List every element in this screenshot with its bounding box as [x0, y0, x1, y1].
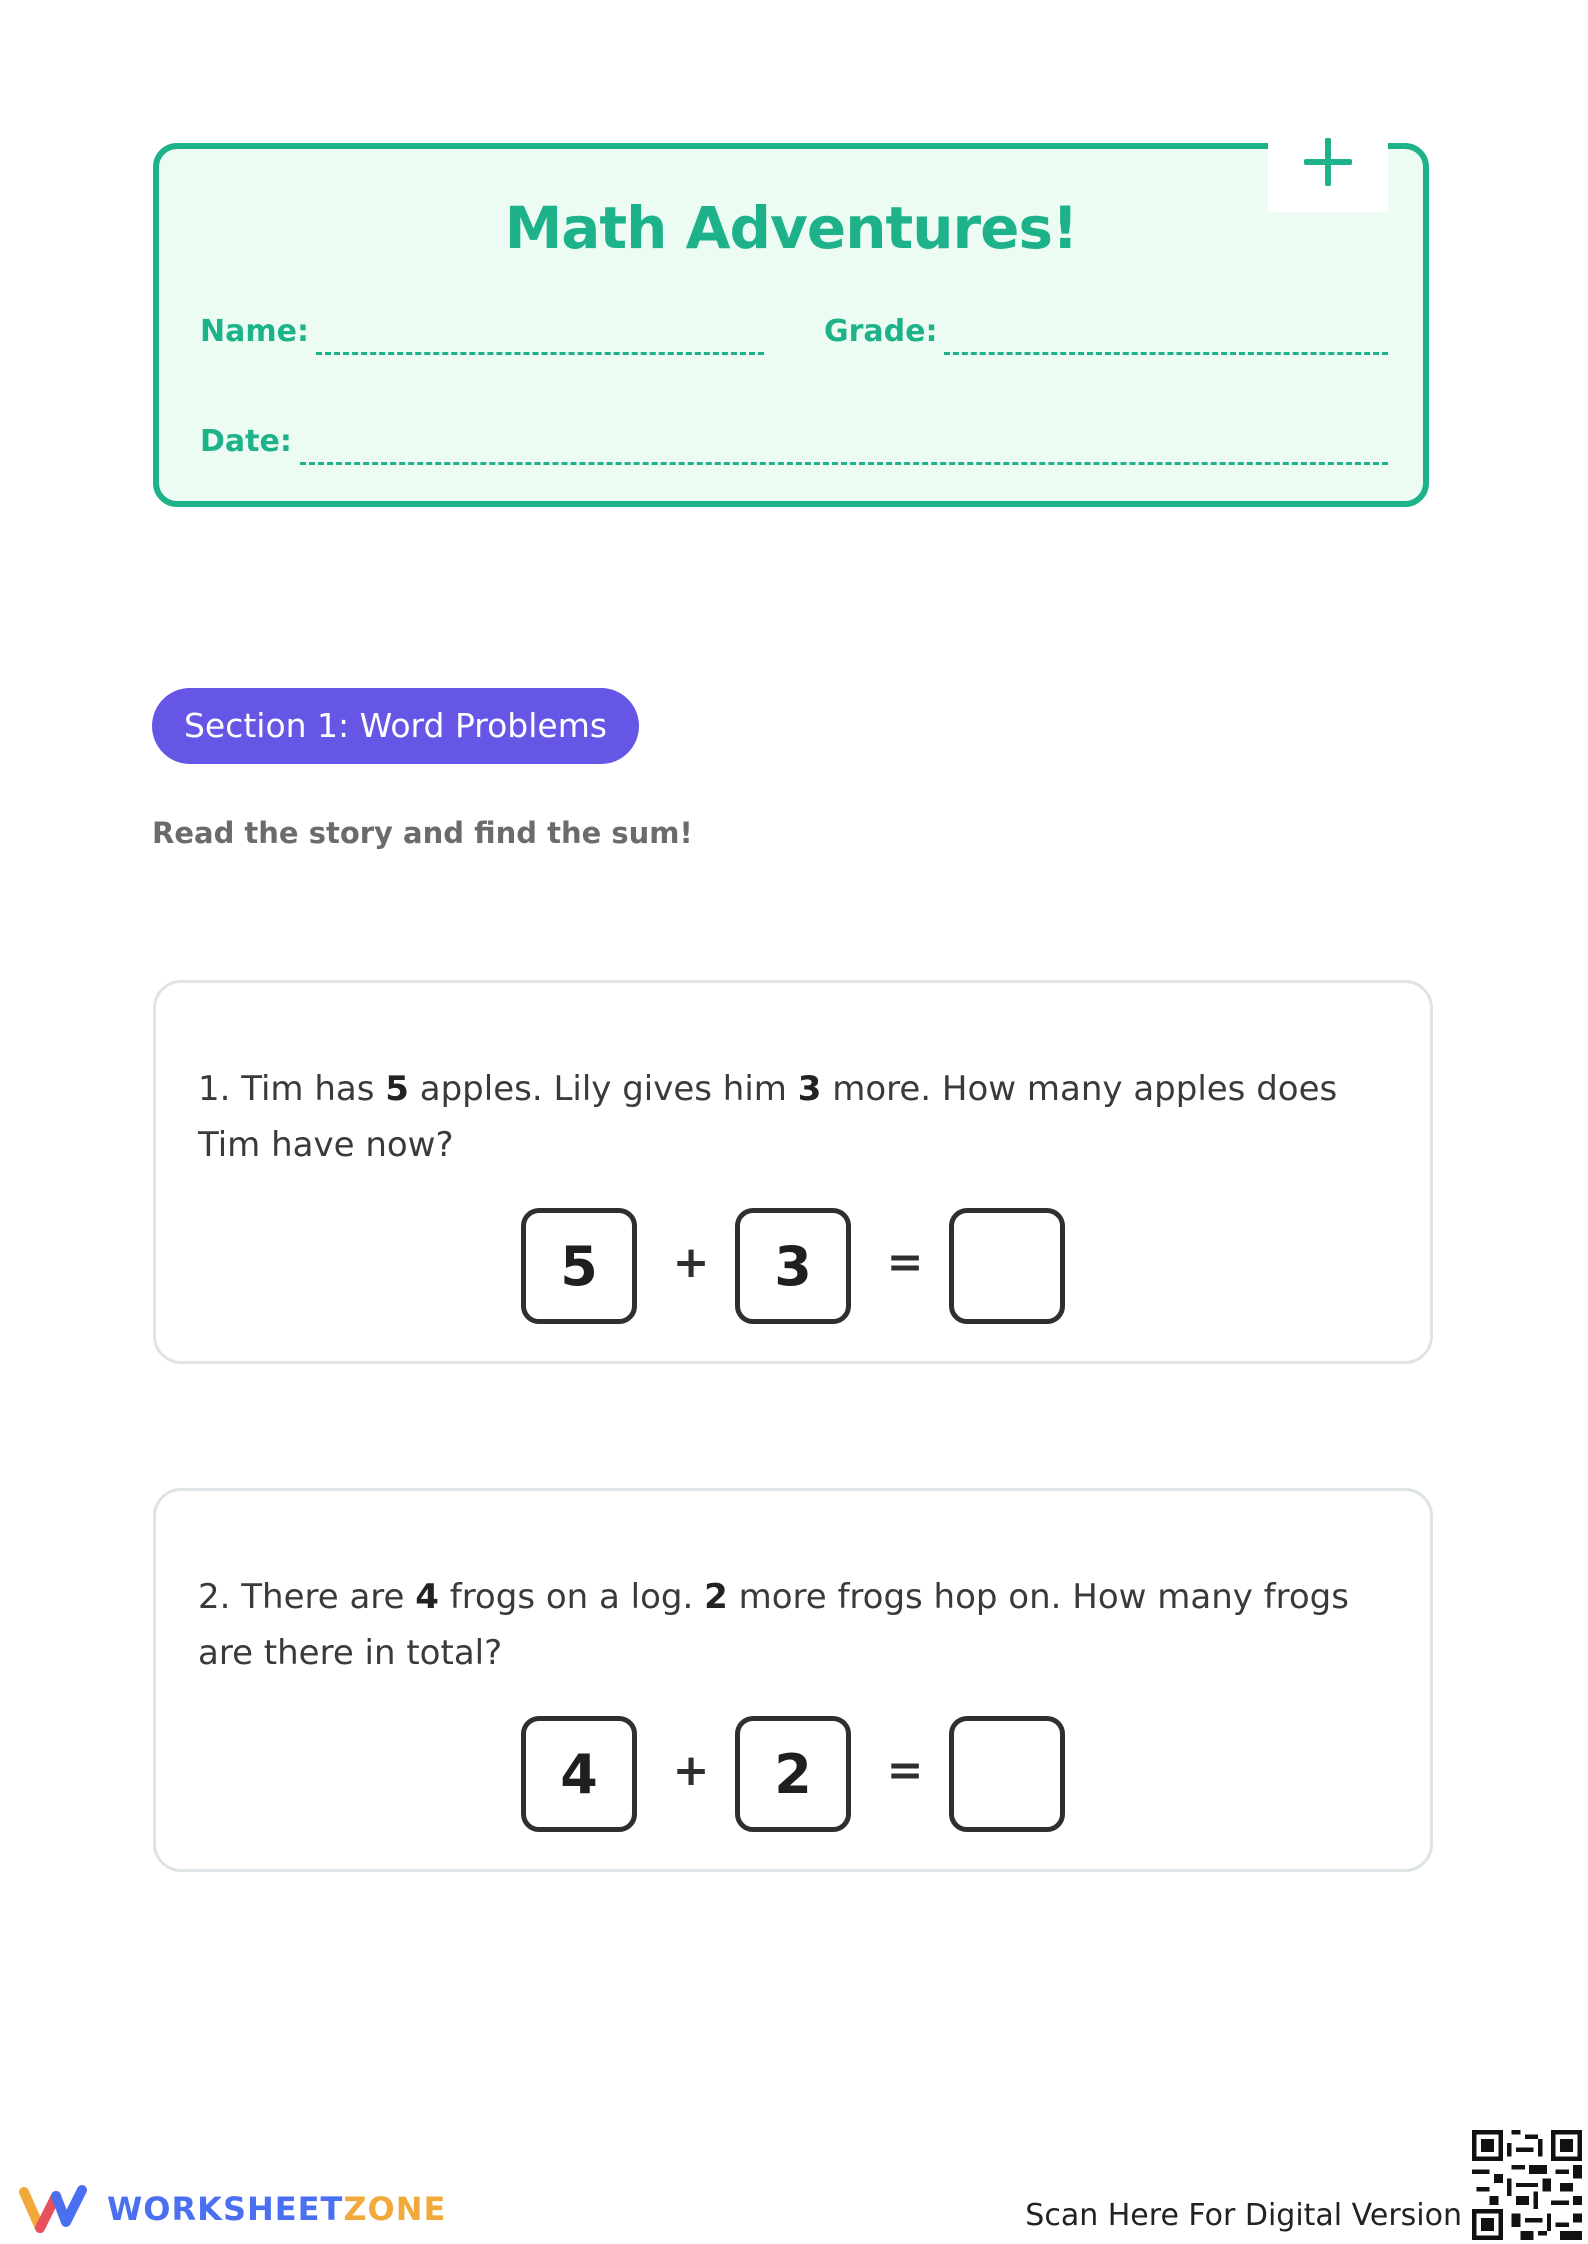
equals-sign: =: [886, 1237, 924, 1288]
grade-field[interactable]: [944, 352, 1388, 355]
plus-sign: +: [672, 1237, 710, 1288]
grade-label: Grade:: [824, 314, 938, 349]
addend-box: 5: [521, 1208, 637, 1324]
answer-box[interactable]: [949, 1208, 1065, 1324]
brand-wordmark: WORKSHEETZONE: [107, 2190, 447, 2228]
answer-box[interactable]: [949, 1716, 1065, 1832]
problem-card: [153, 1488, 1433, 1872]
problem-card: [153, 980, 1433, 1364]
addend-box: 2: [735, 1716, 851, 1832]
date-field[interactable]: [300, 462, 1388, 465]
addend-box: 4: [521, 1716, 637, 1832]
name-field[interactable]: [316, 352, 764, 355]
worksheet-title: Math Adventures!: [504, 194, 1078, 262]
worksheetzone-logo-icon: [18, 2182, 92, 2238]
plus-sign: +: [672, 1745, 710, 1796]
instructions-text: Read the story and find the sum!: [152, 816, 693, 850]
scan-caption: Scan Here For Digital Version: [1025, 2198, 1462, 2233]
addend-box: 3: [735, 1208, 851, 1324]
problem-text: 2. There are 4 frogs on a log. 2 more frogs hop on. How many frogs are there in total?: [198, 1577, 1349, 1673]
date-label: Date:: [200, 424, 292, 459]
name-label: Name:: [200, 314, 309, 349]
section-heading: Section 1: Word Problems: [152, 688, 639, 764]
qr-code-icon[interactable]: [1472, 2130, 1582, 2240]
equals-sign: =: [886, 1745, 924, 1796]
problem-text: 1. Tim has 5 apples. Lily gives him 3 more. How many apples does Tim have now?: [198, 1069, 1338, 1165]
plus-icon: [1300, 134, 1356, 190]
